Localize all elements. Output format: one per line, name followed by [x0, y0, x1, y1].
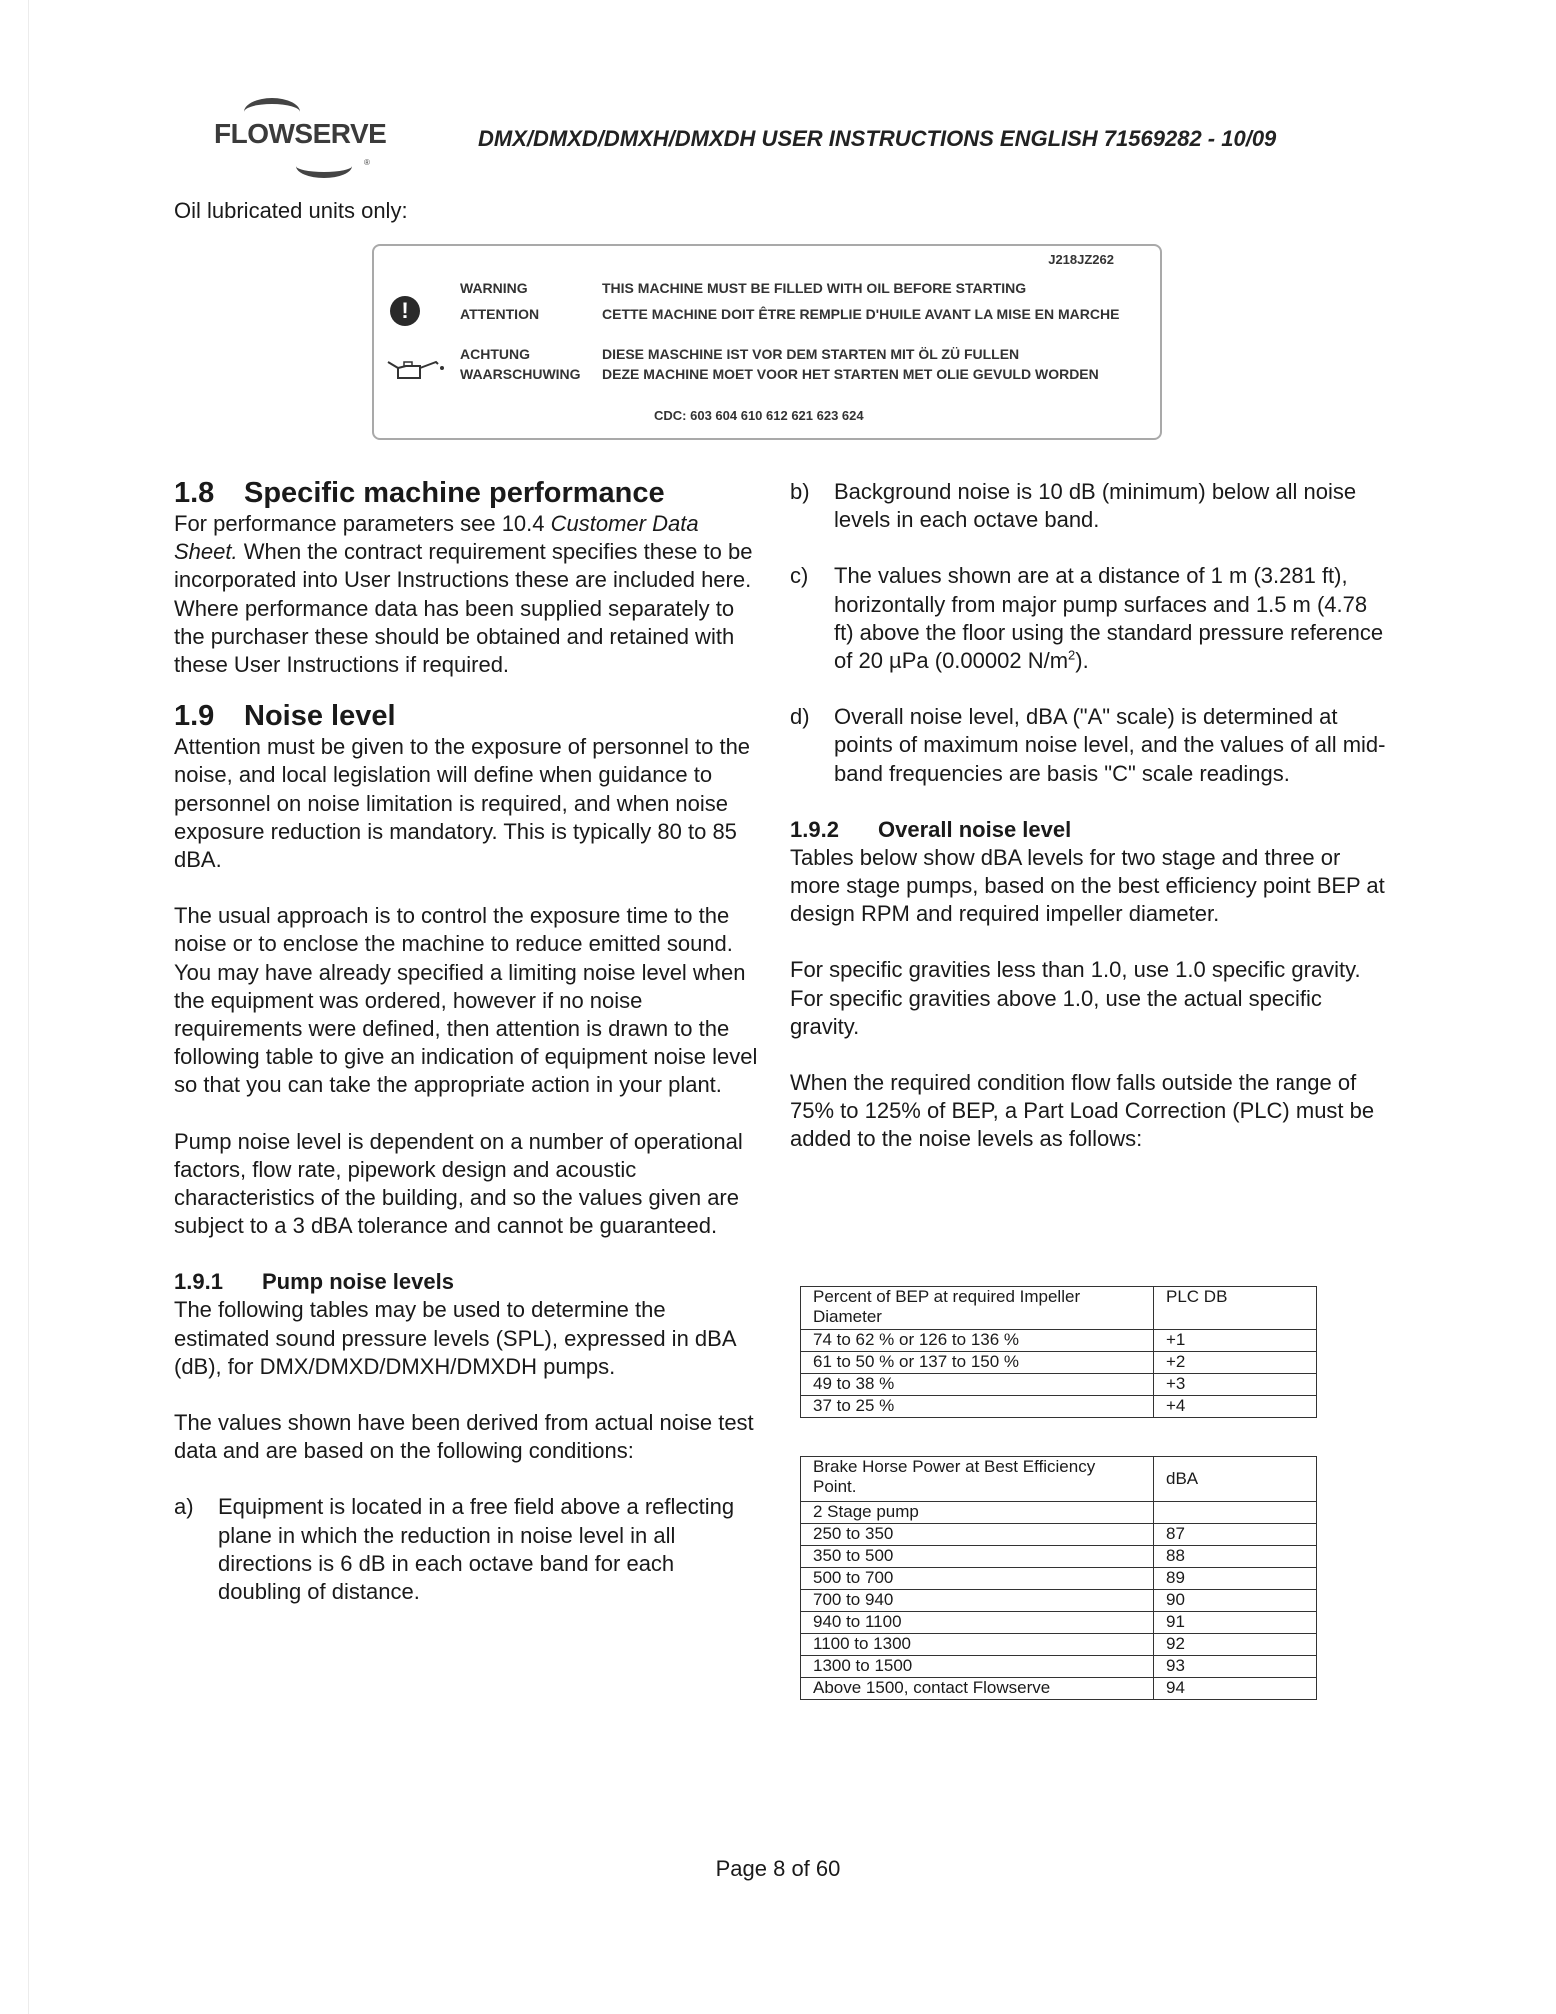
section-1-8-heading: 1.8 Specific machine performance — [174, 477, 665, 509]
table-cell: +3 — [1154, 1374, 1317, 1396]
table-cell — [1154, 1502, 1317, 1524]
label-code: J218JZ262 — [1048, 252, 1114, 267]
table-cell: 61 to 50 % or 137 to 150 % — [801, 1352, 1154, 1374]
label-row-attention — [460, 306, 1154, 322]
label-lang: ACHTUNG — [460, 346, 530, 362]
table-cell: 49 to 38 % — [801, 1374, 1154, 1396]
list-item: d) Overall noise level, dBA ("A" scale) is determined at points of maximum noise level, and the values of all mid-band frequencies are basis "C" scale readings. — [790, 704, 1386, 786]
logo-arc-bottom — [296, 154, 352, 178]
table-cell: +4 — [1154, 1396, 1317, 1418]
list-item: a) Equipment is located in a free field above a reflecting plane in which the reduction in noise level in all directions is 6 dB in each octave band for each doubling of distance. — [174, 1494, 735, 1605]
section-1-9-paragraph-2: The usual approach is to control the exposure time to the noise or to enclose the machine to reduce emitted sound. You may have already specified a limiting noise level when the equipment was ordered, however if no noise requirements were defined, then attention is drawn to the following table to give an indication of equipment noise level so that you can take the appropriate action in your plant. — [174, 903, 758, 1098]
document-header-title: DMX/DMXD/DMXH/DMXDH USER INSTRUCTIONS ENGLISH 71569282 - 10/09 — [478, 126, 1277, 151]
table-row — [801, 1568, 1317, 1590]
table-cell: 1100 to 1300 — [801, 1634, 1154, 1656]
table-cell: Above 1500, contact Flowserve — [801, 1678, 1154, 1700]
table-header-row — [801, 1457, 1317, 1502]
exclamation-icon: ! — [390, 296, 420, 326]
table-cell: 88 — [1154, 1546, 1317, 1568]
table-cell: 90 — [1154, 1590, 1317, 1612]
table-row — [801, 1546, 1317, 1568]
table-cell: 2 Stage pump — [801, 1502, 1154, 1524]
section-1-9-1-heading: 1.9.1 Pump noise levels — [174, 1269, 454, 1295]
intro-text: Oil lubricated units only: — [174, 198, 408, 223]
table-cell: 500 to 700 — [801, 1568, 1154, 1590]
table-header-cell: PLC DB — [1154, 1287, 1317, 1330]
table-row — [801, 1352, 1317, 1374]
page-number: Page 8 of 60 — [715, 1856, 841, 1881]
table-header-cell: Brake Horse Power at Best Efficiency Point. — [801, 1457, 1154, 1502]
table-cell: 87 — [1154, 1524, 1317, 1546]
table-row — [801, 1524, 1317, 1546]
table-row — [801, 1374, 1317, 1396]
label-row-waarschuwing — [460, 366, 1154, 382]
section-1-9-paragraph-3: Pump noise level is dependent on a number of operational factors, flow rate, pipework design and acoustic characteristics of the building, and so the values given are subject to a 3 dBA tolerance and cannot be guaranteed. — [174, 1128, 743, 1239]
section-1-8-text: For performance parameters see 10.4 Customer Data Sheet. When the contract requirement specifies these to be incorporated into User Instructions these are included here. Where performance data has been supplied separately to the purchaser these should be obtained and retained with these User Instructions if required. — [174, 511, 753, 678]
table-cell: 91 — [1154, 1612, 1317, 1634]
label-row-warning — [460, 280, 1154, 296]
table-row — [801, 1502, 1317, 1524]
section-1-9-1-paragraph-1: The following tables may be used to determine the estimated sound pressure levels (SPL), expressed in dBA (dB), for DMX/DMXD/DMXH/DMXDH pumps. — [174, 1297, 736, 1379]
label-msg: THIS MACHINE MUST BE FILLED WITH OIL BEFORE STARTING — [602, 280, 1027, 296]
table-cell: 350 to 500 — [801, 1546, 1154, 1568]
table-header-row — [801, 1287, 1317, 1330]
label-cdc-codes: CDC: 603 604 610 612 621 623 624 — [654, 408, 864, 423]
label-lang: ATTENTION — [460, 306, 540, 322]
section-1-9-paragraph-1: Attention must be given to the exposure of personnel to the noise, and local legislation will define when guidance to personnel on noise limitation is required, and when noise exposure reduction is mandatory. This is typically 80 to 85 dBA. — [174, 734, 751, 873]
dba-table — [800, 1456, 1317, 1700]
page-edge — [28, 0, 29, 2014]
label-msg: DIESE MASCHINE IST VOR DEM STARTEN MIT ÖL ZÜ FULLEN — [602, 346, 1020, 362]
plc-table — [800, 1286, 1317, 1418]
right-column — [790, 478, 1390, 1154]
table-cell: 37 to 25 % — [801, 1396, 1154, 1418]
table-cell: 1300 to 1500 — [801, 1656, 1154, 1678]
table-header-cell: Percent of BEP at required Impeller Diameter — [801, 1287, 1154, 1330]
table-row — [801, 1612, 1317, 1634]
label-lang: WARNING — [460, 280, 528, 296]
table-cell: 940 to 1100 — [801, 1612, 1154, 1634]
table-row — [801, 1634, 1317, 1656]
table-row — [801, 1330, 1317, 1352]
table-cell: 700 to 940 — [801, 1590, 1154, 1612]
section-1-9-heading: 1.9 Noise level — [174, 700, 396, 733]
table-cell: 89 — [1154, 1568, 1317, 1590]
label-lang: WAARSCHUWING — [460, 366, 581, 382]
registered-mark: ® — [364, 158, 370, 167]
list-item: b) Background noise is 10 dB (minimum) below all noise levels in each octave band. — [790, 479, 1357, 533]
flowserve-logo — [214, 92, 387, 182]
table-cell: +1 — [1154, 1330, 1317, 1352]
section-1-9-2-heading: 1.9.2 Overall noise level — [790, 816, 1072, 842]
section-1-9-2-paragraph-2: For specific gravities less than 1.0, use 1.0 specific gravity. For specific gravities above 1.0, use the actual specific gravity. — [790, 957, 1361, 1039]
section-1-9-2-paragraph-3: When the required condition flow falls outside the range of 75% to 125% of BEP, a Part Load Correction (PLC) must be added to the noise levels as follows: — [790, 1070, 1375, 1152]
list-item: c) The values shown are at a distance of 1 m (3.281 ft), horizontally from major pump surfaces and 1.5 m (4.78 ft) above the floor using the standard pressure reference of 20 µPa (0.00002 $N/m^2$). — [790, 563, 1384, 674]
table-cell: 250 to 350 — [801, 1524, 1154, 1546]
left-column — [174, 476, 758, 1606]
label-msg: CETTE MACHINE DOIT ÊTRE REMPLIE D'HUILE AVANT LA MISE EN MARCHE — [602, 306, 1120, 322]
label-row-achtung — [460, 346, 1154, 362]
table-cell: 93 — [1154, 1656, 1317, 1678]
section-1-9-1-paragraph-2: The values shown have been derived from actual noise test data and are based on the following conditions: — [174, 1410, 754, 1464]
table-cell: 74 to 62 % or 126 to 136 % — [801, 1330, 1154, 1352]
table-row — [801, 1678, 1317, 1700]
label-msg: DEZE MACHINE MOET VOOR HET STARTEN MET OLIE GEVULD WORDEN — [602, 366, 1099, 382]
logo-text: FLOWSERVE — [214, 118, 387, 149]
oil-warning-label — [372, 244, 1162, 440]
table-header-cell: dBA — [1154, 1457, 1317, 1502]
table-cell: 94 — [1154, 1678, 1317, 1700]
table-cell: 92 — [1154, 1634, 1317, 1656]
table-cell: +2 — [1154, 1352, 1317, 1374]
table-row — [801, 1396, 1317, 1418]
section-1-9-2-paragraph-1: Tables below show dBA levels for two stage and three or more stage pumps, based on the best efficiency point BEP at design RPM and required impeller diameter. — [790, 844, 1385, 927]
oil-can-icon — [384, 354, 446, 384]
table-row — [801, 1656, 1317, 1678]
table-row — [801, 1590, 1317, 1612]
